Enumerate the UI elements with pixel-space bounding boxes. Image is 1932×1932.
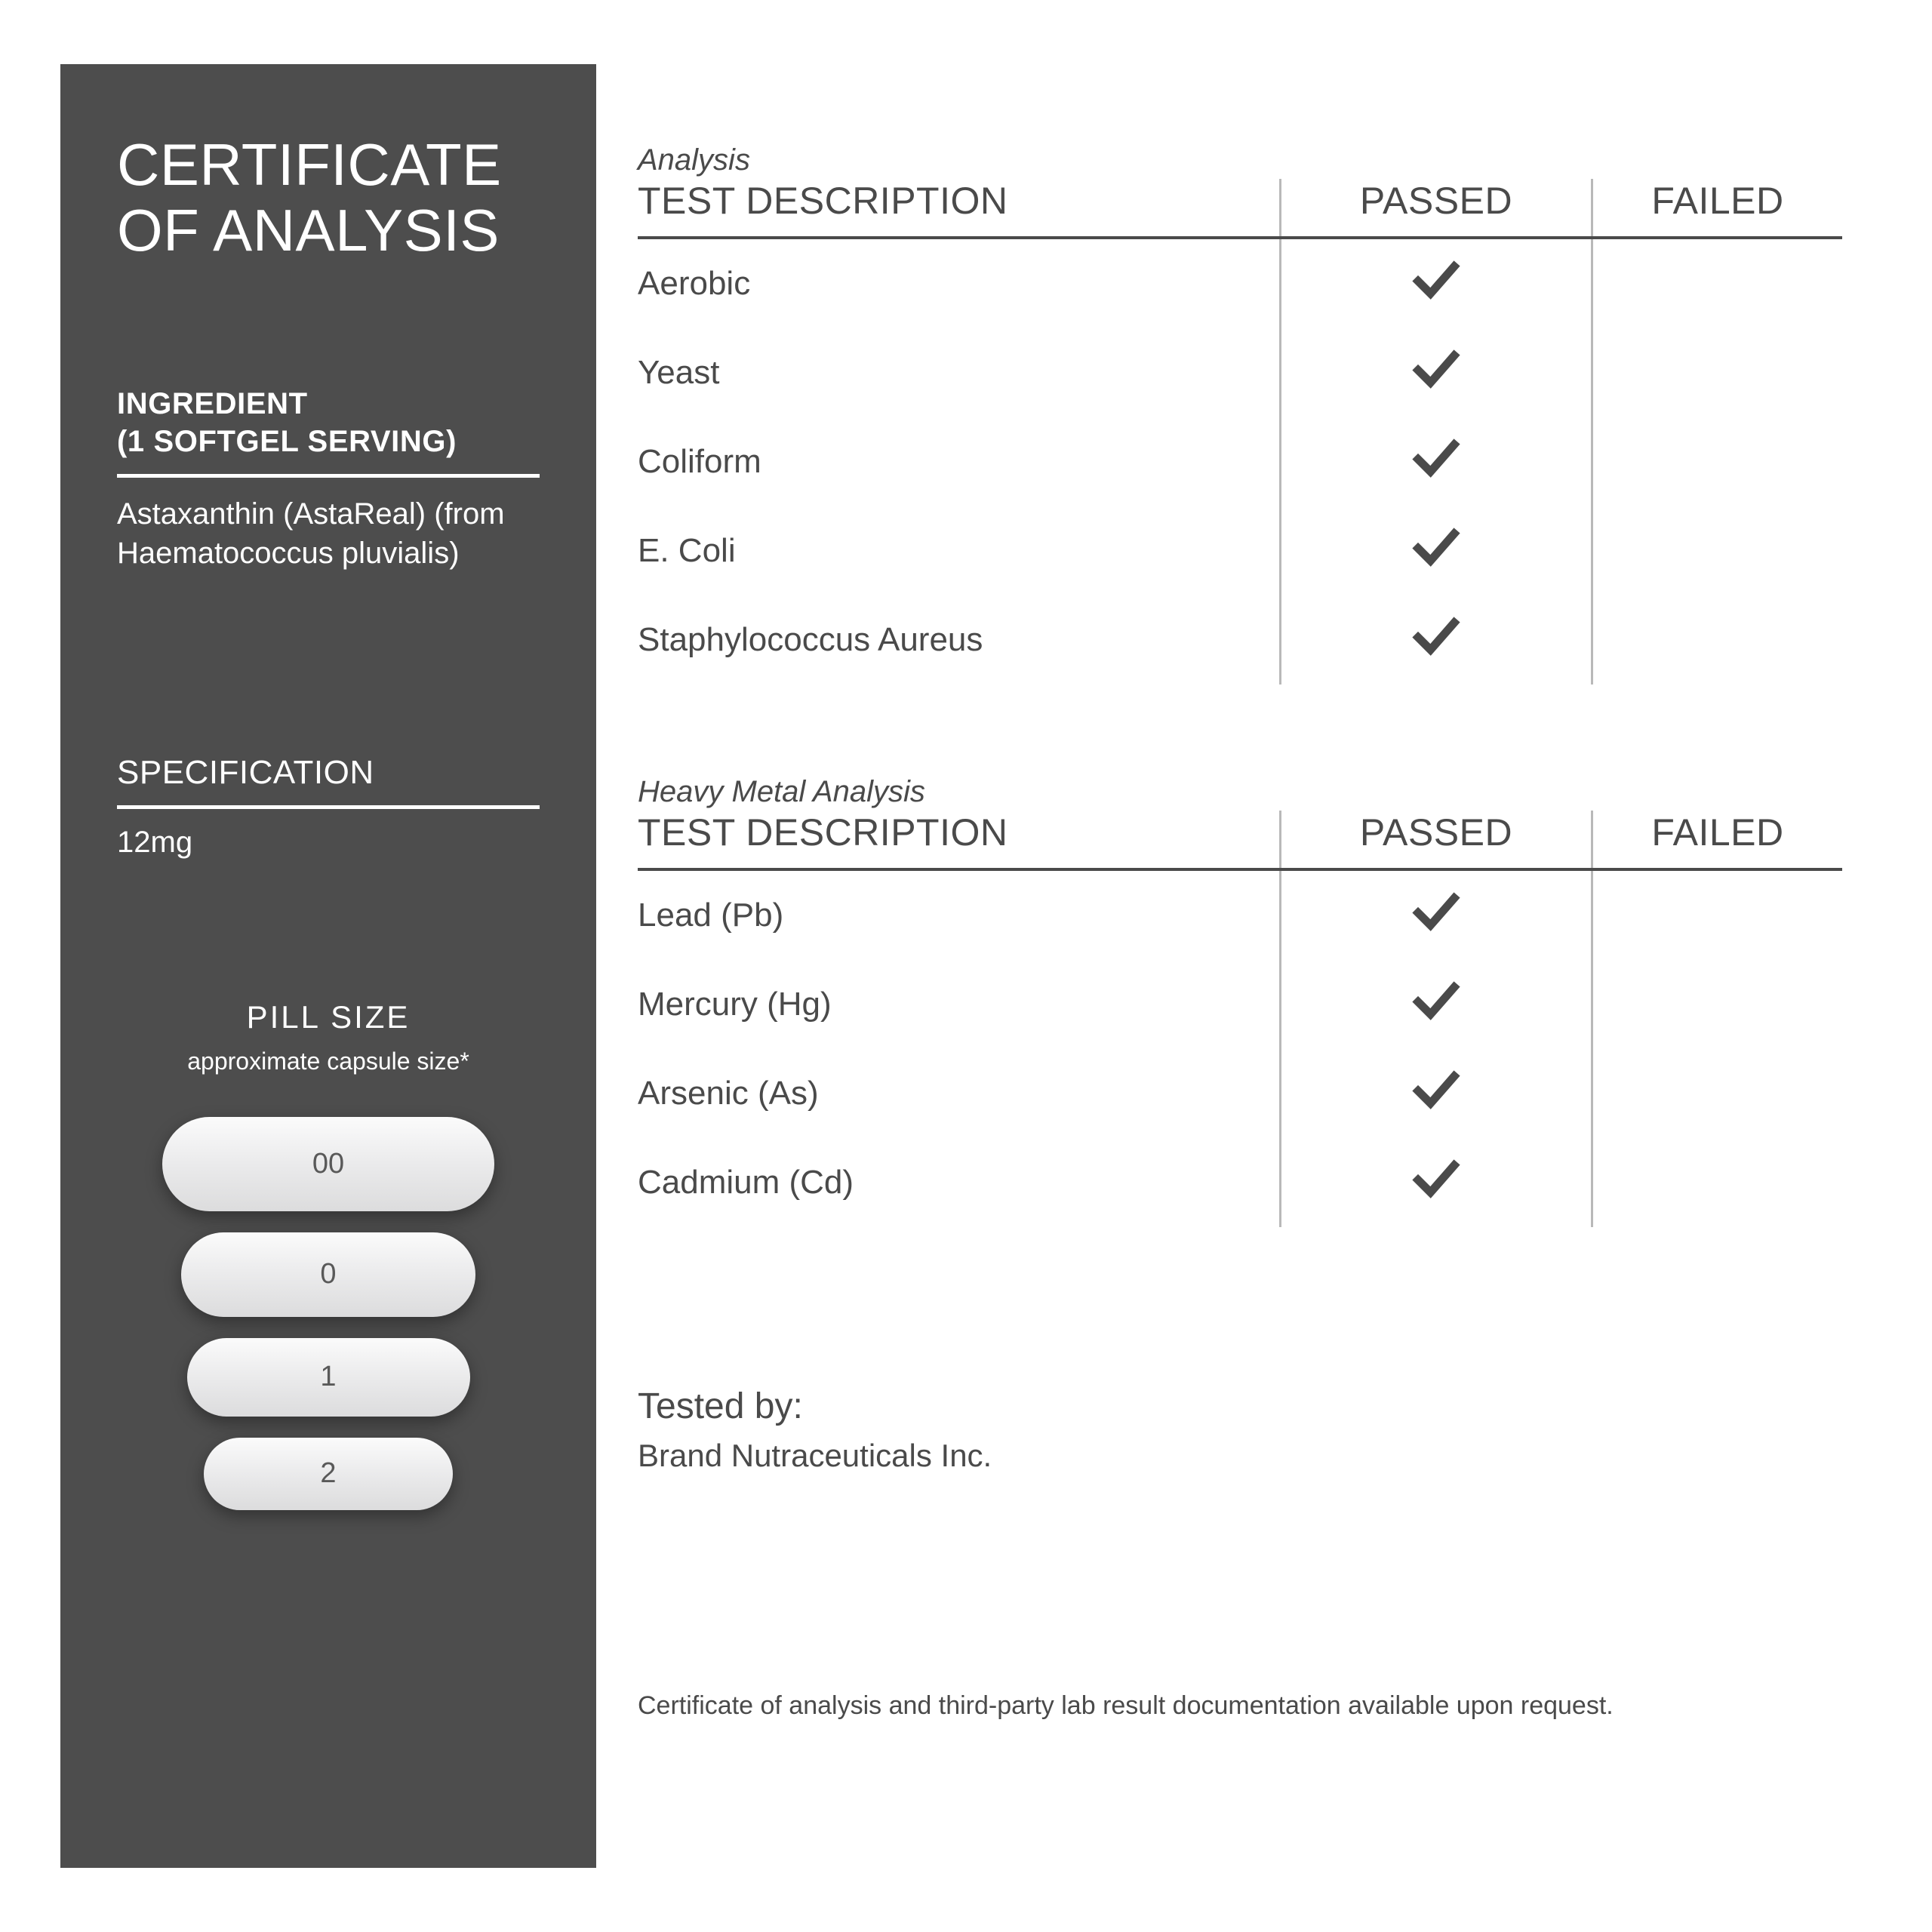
table-row	[638, 238, 1842, 328]
analysis-table	[638, 179, 1842, 685]
checkmark-icon	[1409, 1152, 1463, 1206]
analysis-row-failed	[1592, 417, 1843, 506]
table-row	[638, 869, 1842, 960]
heavy-metal-row-name: Mercury (Hg)	[638, 986, 832, 1023]
analysis-row-name: Yeast	[638, 354, 720, 391]
ingredient-label-line-1: INGREDIENT	[117, 386, 308, 420]
analysis-row-name: E. Coli	[638, 532, 736, 569]
specification-label: SPECIFICATION	[117, 753, 374, 791]
tested-by-label: Tested by:	[638, 1386, 803, 1426]
ingredient-value: Astaxanthin (AstaReal) (from Haematococcus pluvialis)	[117, 497, 505, 570]
pill-capsule-00: 00	[162, 1117, 494, 1211]
heavy-metal-table-block	[638, 775, 1845, 1227]
pill-size-subtitle: approximate capsule size*	[187, 1047, 469, 1075]
heavy-metal-row-name: Arsenic (As)	[638, 1075, 819, 1112]
table-row	[638, 595, 1842, 685]
analysis-row-failed	[1592, 595, 1843, 685]
analysis-row-failed	[1592, 328, 1843, 417]
checkmark-icon	[1409, 609, 1463, 663]
analysis-caption: Analysis	[638, 143, 750, 177]
checkmark-icon	[1409, 884, 1463, 939]
heavy-metal-row-failed	[1592, 960, 1843, 1049]
checkmark-icon	[1409, 520, 1463, 574]
checkmark-icon	[1409, 1063, 1463, 1117]
ingredient-divider	[117, 474, 540, 478]
analysis-row-name: Coliform	[638, 443, 761, 480]
ingredient-label	[117, 385, 540, 460]
heavy-metal-row-failed	[1592, 1049, 1843, 1138]
table-row	[638, 1138, 1842, 1227]
tested-by-block	[638, 1386, 1845, 1474]
specification-divider	[117, 805, 540, 809]
analysis-row-passed	[1281, 417, 1592, 506]
heavy-metal-row-passed	[1281, 960, 1592, 1049]
footnote: Certificate of analysis and third-party lab result documentation available upon request.	[638, 1691, 1614, 1720]
heavy-metal-row-passed	[1281, 869, 1592, 960]
heavy-metal-row-passed	[1281, 1138, 1592, 1227]
table-row	[638, 1049, 1842, 1138]
pill-size-list	[117, 1117, 540, 1510]
analysis-table-header-row	[638, 179, 1842, 238]
checkmark-icon	[1409, 431, 1463, 485]
analysis-row-name: Aerobic	[638, 265, 751, 302]
analysis-row-passed	[1281, 506, 1592, 595]
heavy-metal-table	[638, 811, 1842, 1227]
heavy-metal-row-passed	[1281, 1049, 1592, 1138]
page-title	[117, 132, 540, 264]
analysis-header-passed: PASSED	[1281, 179, 1592, 238]
pill-capsule-2: 2	[204, 1438, 453, 1510]
heavy-metal-row-name: Lead (Pb)	[638, 897, 784, 934]
checkmark-icon	[1409, 974, 1463, 1028]
pill-size-block	[117, 999, 540, 1510]
analysis-row-passed	[1281, 328, 1592, 417]
table-row	[638, 417, 1842, 506]
pill-size-title: PILL SIZE	[246, 998, 411, 1035]
analysis-table-block	[638, 143, 1845, 685]
heavy-metal-caption: Heavy Metal Analysis	[638, 775, 925, 808]
heavy-metal-header-description: TEST DESCRIPTION	[638, 811, 1281, 869]
heavy-metal-table-header-row	[638, 811, 1842, 869]
certificate-sidebar	[60, 64, 596, 1868]
pill-capsule-0: 0	[181, 1232, 475, 1317]
page-title-line-2: OF ANALYSIS	[117, 197, 500, 264]
tested-by-name: Brand Nutraceuticals Inc.	[638, 1438, 992, 1473]
heavy-metal-row-failed	[1592, 1138, 1843, 1227]
main-content	[638, 143, 1845, 1724]
analysis-row-name: Staphylococcus Aureus	[638, 621, 983, 658]
checkmark-icon	[1409, 253, 1463, 307]
table-row	[638, 960, 1842, 1049]
analysis-row-failed	[1592, 238, 1843, 328]
analysis-row-failed	[1592, 506, 1843, 595]
analysis-row-passed	[1281, 238, 1592, 328]
analysis-row-passed	[1281, 595, 1592, 685]
page-title-line-1: CERTIFICATE	[117, 131, 502, 198]
table-row	[638, 506, 1842, 595]
analysis-header-description: TEST DESCRIPTION	[638, 179, 1281, 238]
ingredient-label-line-2: (1 SOFTGEL SERVING)	[117, 424, 457, 458]
heavy-metal-row-name: Cadmium (Cd)	[638, 1164, 854, 1201]
checkmark-icon	[1409, 342, 1463, 396]
heavy-metal-header-failed: FAILED	[1592, 811, 1843, 869]
heavy-metal-row-failed	[1592, 869, 1843, 960]
pill-capsule-1: 1	[187, 1338, 470, 1417]
table-row	[638, 328, 1842, 417]
heavy-metal-header-passed: PASSED	[1281, 811, 1592, 869]
analysis-header-failed: FAILED	[1592, 179, 1843, 238]
specification-value: 12mg	[117, 825, 193, 859]
